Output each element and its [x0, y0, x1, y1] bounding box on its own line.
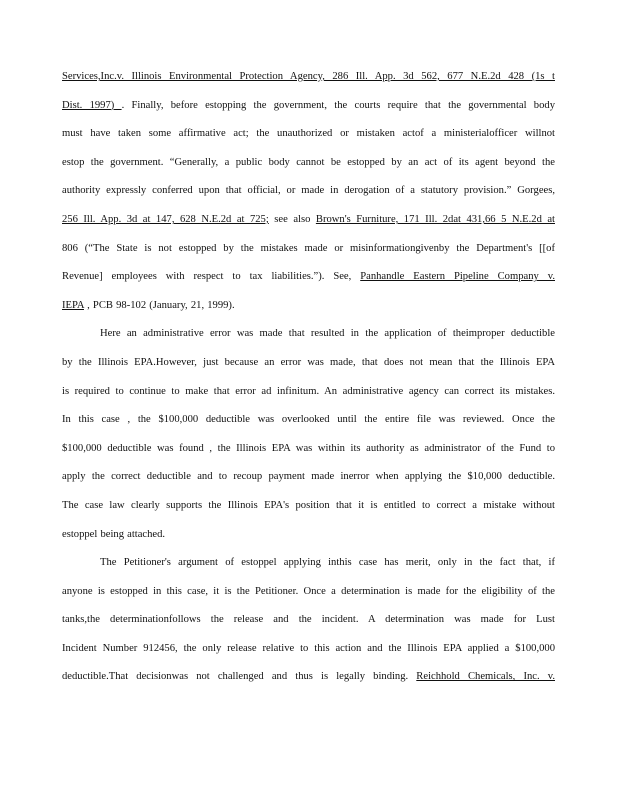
citation-text: Panhandle Eastern Pipeline Company v. — [360, 271, 555, 283]
body-text-segment: , PCB 98-102 (January, 21, 1999). — [83, 299, 235, 311]
text-line — [62, 406, 555, 435]
body-text-segment: by the Illinois EPA.However, just because an error was made, that does not mean that the Illinois EPA — [62, 356, 555, 368]
citation-text: 256 Ill. App. 3d at 147, 628 N.E.2d at 725; — [62, 213, 269, 225]
body-text-segment: Incident Number 912456, the only release relative to this action and the Illinois EPA applied a $100,000 — [62, 642, 555, 654]
body-text-segment: estop the government. “Generally, a public body cannot be estopped by an act of its agent beyond the — [62, 156, 555, 168]
body-text-segment: is required to continue to make that error ad infinitum. An administrative agency can correct its mistakes. — [62, 385, 555, 397]
text-line — [62, 235, 555, 264]
text-line — [62, 578, 555, 607]
text-line — [62, 463, 555, 492]
text-line — [62, 492, 555, 521]
body-text-segment: estoppel being attached. — [62, 528, 166, 540]
text-line — [62, 606, 555, 635]
text-line — [62, 320, 555, 349]
body-text-segment: In this case , the $100,000 deductible was overlooked until the entire file was reviewed. Once the — [62, 414, 555, 426]
body-text-segment: must have taken some affirmative act; the unauthorized or mistaken actof a ministerialofficer willnot — [62, 128, 555, 140]
text-line — [62, 120, 555, 149]
text-line — [62, 149, 555, 178]
text-line — [62, 92, 555, 121]
citation-text: Brown's Furniture, 171 Ill. 2dat 431,66 5 N.E.2d at — [315, 213, 555, 225]
text-line — [62, 177, 555, 206]
text-line — [62, 378, 555, 407]
text-line — [62, 292, 555, 321]
body-text-segment: apply the correct deductible and to recoup payment made inerror when applying the $10,000 deductible. — [62, 471, 555, 483]
body-text-segment: The Petitioner's argument of estoppel applying inthis case has merit, only in the fact that, if — [100, 557, 555, 569]
body-text-segment: The case law clearly supports the Illinois EPA's position that it is entitled to correct a mistake without — [62, 499, 555, 511]
body-text — [62, 63, 555, 692]
text-line — [62, 635, 555, 664]
citation-text: Reichhold Chemicals, Inc. v. — [416, 671, 555, 683]
text-line — [62, 206, 555, 235]
body-text-segment: deductible.That decisionwas not challenged and thus is legally binding. — [62, 671, 417, 683]
citation-text: Services,Inc.v. Illinois Environmental Protection Agency, 286 Ill. App. 3d 562, 677 N.E.2d 428 (1s t — [62, 71, 555, 82]
body-text-segment: $100,000 deductible was found , the Illinois EPA was within its authority as administrator of the Fund to — [62, 442, 555, 454]
body-text-segment: Revenue] employees with respect to tax liabilities.”). See, — [62, 271, 361, 283]
body-text-segment: . Finally, before estopping the government, the courts require that the governmental body — [121, 99, 555, 111]
body-text-segment: anyone is estopped in this case, it is the Petitioner. Once a determination is made for the eligibility of the — [62, 585, 555, 597]
citation-text: IEPA — [62, 299, 84, 311]
text-line — [62, 663, 555, 692]
body-text-segment: authority expressly conferred upon that official, or made in derogation of a statutory provision.” Gorgees, — [62, 185, 555, 197]
citation-text: Dist. 1997) — [62, 99, 122, 111]
body-text-segment: 806 (“The State is not estopped by the mistakes made or misinformationgivenby the Department's [[of — [62, 242, 555, 254]
text-line — [62, 549, 555, 578]
text-line — [62, 521, 555, 550]
text-line — [62, 63, 555, 92]
text-line — [62, 263, 555, 292]
body-text-segment: see also — [268, 213, 316, 225]
text-line — [62, 349, 555, 378]
body-text-segment: tanks,the determinationfollows the release and the incident. A determination was made for Lust — [62, 614, 555, 626]
text-line — [62, 435, 555, 464]
body-text-segment: Here an administrative error was made that resulted in the application of theimproper deductible — [100, 328, 555, 340]
